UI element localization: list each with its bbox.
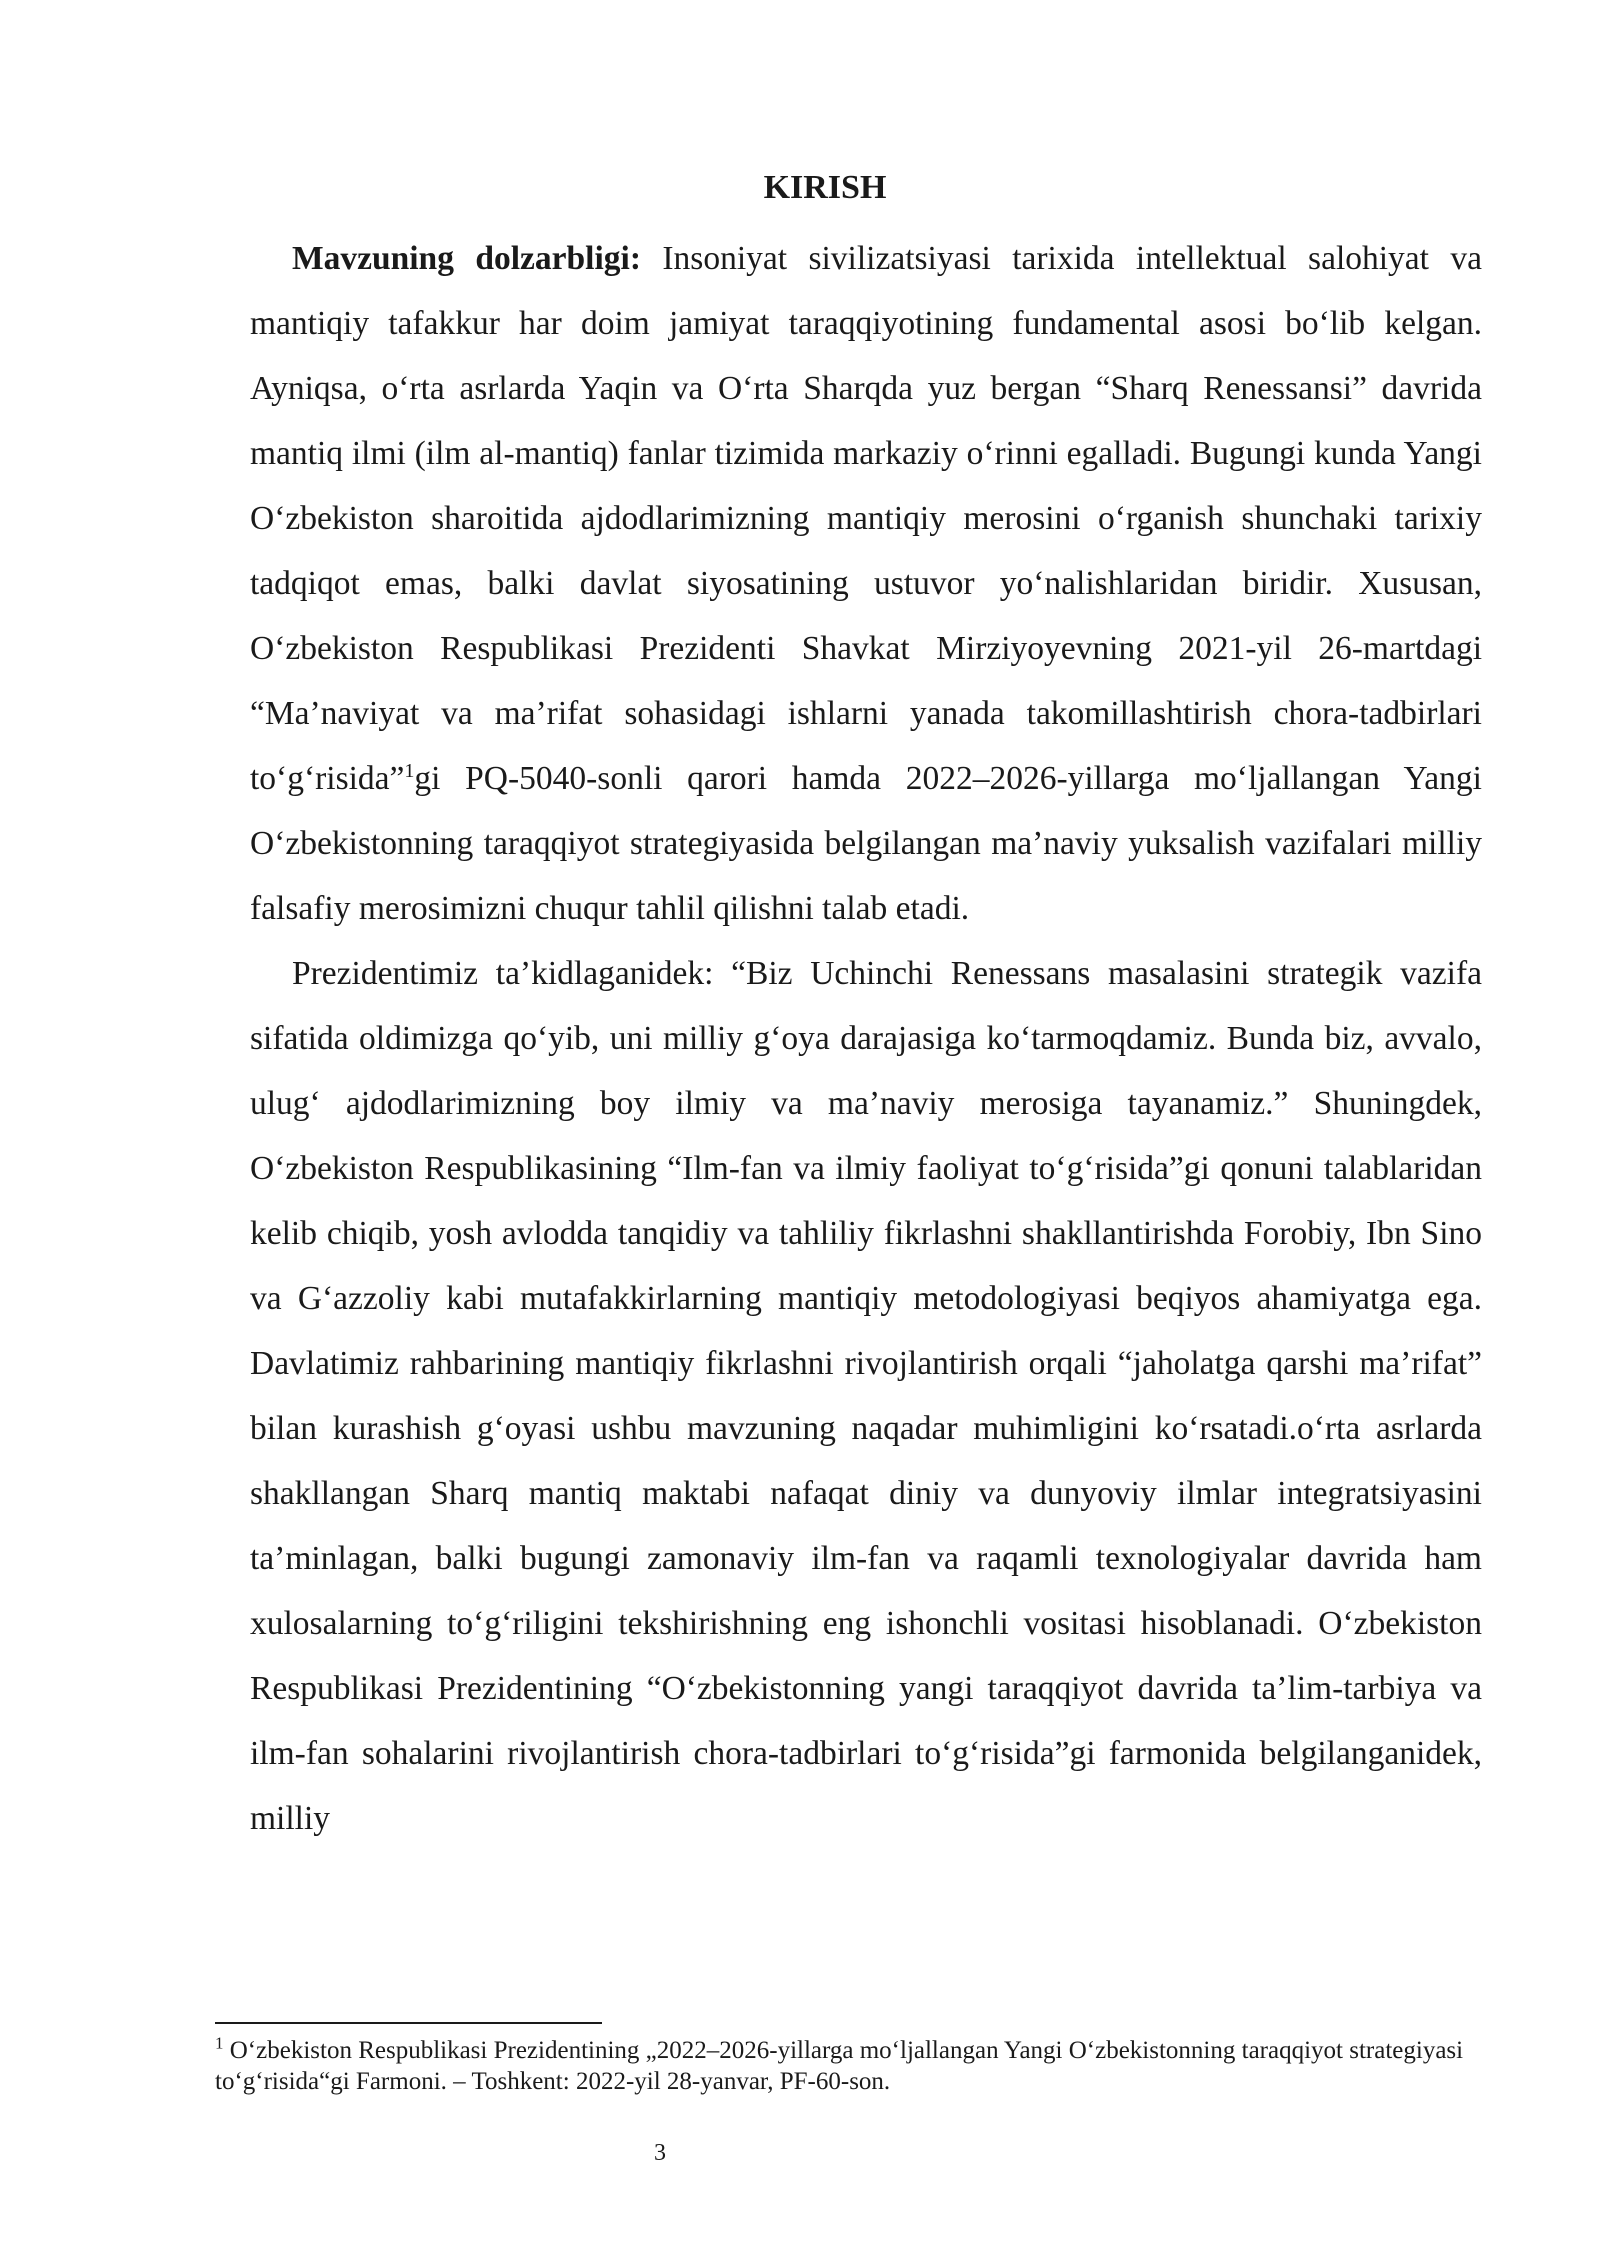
footnote-text: O‘zbekiston Respublikasi Prezidentining „2022–2026-yillarga mo‘ljallangan Yangi O‘zbekistonning taraqqiyot strategiyasi to‘g‘risida“gi Farmoni. – Toshkent: 2022-yil 28-yanvar, PF-60-son. [215, 2037, 1464, 2095]
footnote-reference[interactable]: 1 [404, 759, 415, 782]
footnote [215, 2035, 1485, 2097]
paragraph-relevance [250, 226, 1482, 941]
paragraph-relevance-text-2: gi PQ-5040-sonli qarori hamda 2022–2026-yillarga mo‘ljallangan Yangi O‘zbekistonning taraqqiyot strategiyasida belgilangan ma’naviy yuksalish vazifalari milliy falsafiy merosimizni chuqur tahlil qilishni talab etadi. [250, 760, 1482, 927]
relevance-lead: Mavzuning dolzarbligi: [292, 240, 641, 277]
page-number: 3 [654, 2140, 666, 2166]
footnote-number: 1 [215, 2033, 224, 2053]
section-title: KIRISH [763, 169, 887, 206]
paragraph-president-quote: Prezidentimiz ta’kidlaganidek: “Biz Uchinchi Renessans masalasini strategik vazifa sifatida oldimizga qo‘yib, uni milliy g‘oya darajasiga ko‘tarmoqdamiz. Bunda biz, avvalo, ulug‘ ajdodlarimizning boy ilmiy va ma’naviy merosiga tayanamiz.” Shuningdek, O‘zbekiston Respublikasining “Ilm-fan va ilmiy faoliyat to‘g‘risida”gi qonuni talablaridan kelib chiqib, yosh avlodda tanqidiy va tahliliy fikrlashni shakllantirishda Forobiy, Ibn Sino va G‘azzoliy kabi mutafakkirlarning mantiqiy metodologiyasi beqiyos ahamiyatga ega. Davlatimiz rahbarining mantiqiy fikrlashni rivojlantirish orqali “jaholatga qarshi ma’rifat” bilan kurashish g‘oyasi ushbu mavzuning naqadar muhimligini ko‘rsatadi.o‘rta asrlarda shakllangan Sharq mantiq maktabi nafaqat diniy va dunyoviy ilmlar integratsiyasini ta’minlagan, balki bugungi zamonaviy ilm-fan va raqamli texnologiyalar davrida ham xulosalarning to‘g‘riligini tekshirishning eng ishonchli vositasi hisoblanadi. O‘zbekiston Respublikasi Prezidentining “O‘zbekistonning yangi taraqqiyot davrida ta’lim-tarbiya va ilm-fan sohalarini rivojlantirish chora-tadbirlari to‘g‘risida”gi farmonida belgilanganidek, milliy [250, 955, 1482, 1837]
paragraph-relevance-text-1: Insoniyat sivilizatsiyasi tarixida intellektual salohiyat va mantiqiy tafakkur har doim jamiyat taraqqiyotining fundamental asosi bo‘lib kelgan. Ayniqsa, o‘rta asrlarda Yaqin va O‘rta Sharqda yuz bergan “Sharq Renessansi” davrida mantiq ilmi (ilm al-mantiq) fanlar tizimida markaziy o‘rinni egalladi. Bugungi kunda Yangi O‘zbekiston sharoitida ajdodlarimizning mantiqiy merosini o‘rganish shunchaki tarixiy tadqiqot emas, balki davlat siyosatining ustuvor yo‘nalishlaridan biridir. Xususan, O‘zbekiston Respublikasi Prezidenti Shavkat Mirziyoyevning 2021-yil 26-martdagi “Ma’naviyat va ma’rifat sohasidagi ishlarni yanada takomillashtirish chora-tadbirlari to‘g‘risida” [250, 240, 1482, 797]
body-text [250, 226, 1482, 1851]
footnote-separator [215, 2022, 602, 2024]
